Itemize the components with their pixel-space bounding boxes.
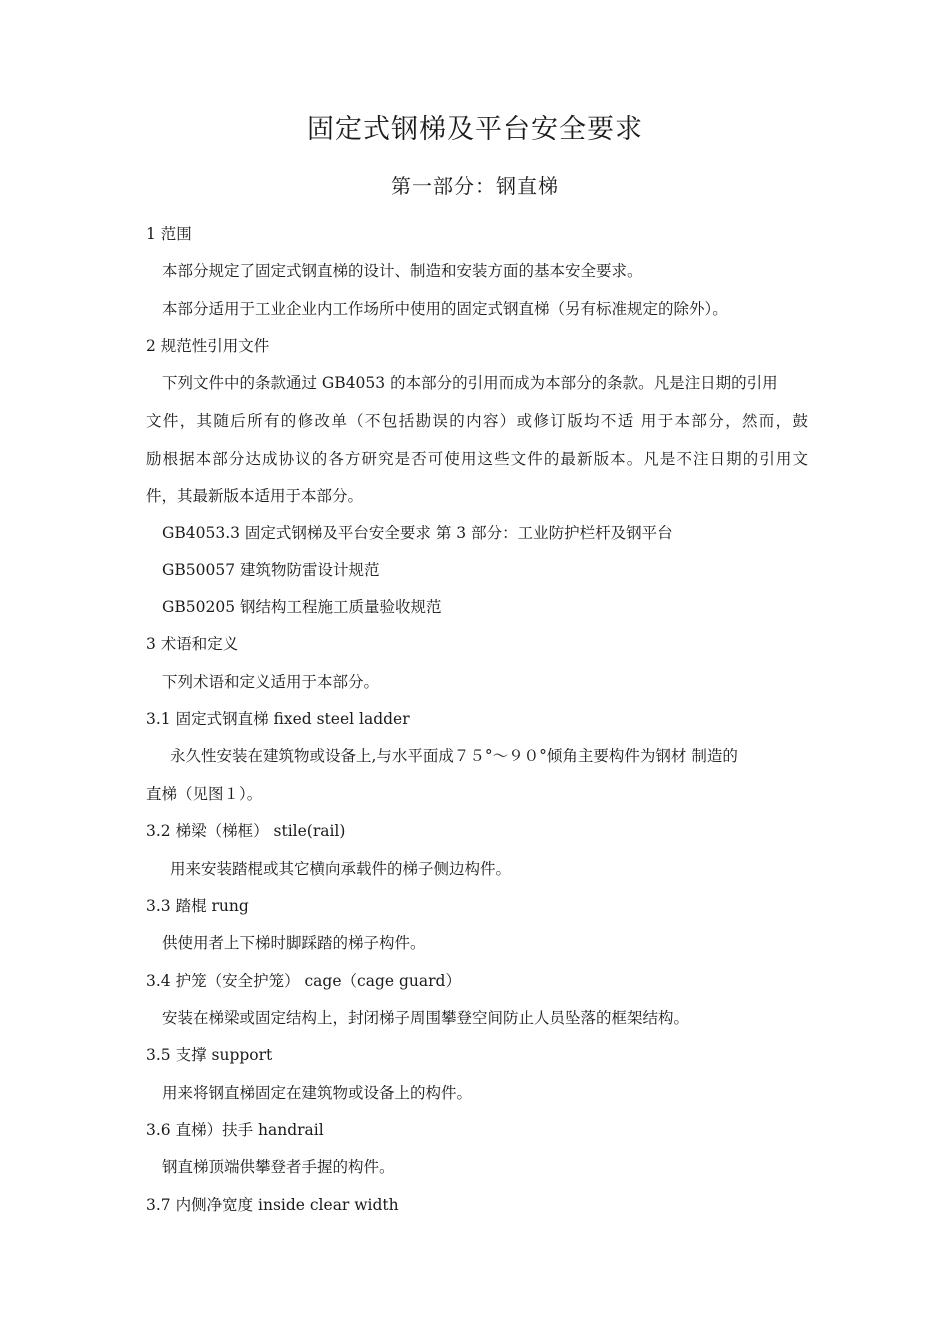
paragraph-line: 供使用者上下梯时脚踩踏的梯子构件。 — [162, 934, 426, 952]
paragraph-line: 本部分规定了固定式钢直梯的设计、制造和安装方面的基本安全要求。 — [162, 262, 643, 280]
paragraph-line: 文件，其随后所有的修改单（不包括勘误的内容）或修订版均不适 用于本部分，然而，鼓 — [146, 412, 808, 430]
paragraph-line: 件，其最新版本适用于本部分。 — [146, 487, 364, 505]
section-heading-terms: 3 术语和定义 — [146, 635, 239, 653]
section-heading-references: 2 规范性引用文件 — [146, 337, 270, 355]
term-heading: 3.2 梯梁（梯框） stile(rail) — [146, 822, 346, 840]
paragraph-line: 永久性安装在建筑物或设备上,与水平面成７５°～９０°倾角主要构件为钢材 制造的 — [170, 747, 738, 765]
term-heading: 3.3 踏棍 rung — [146, 897, 249, 915]
paragraph-line: 本部分适用于工业企业内工作场所中使用的固定式钢直梯（另有标准规定的除外）。 — [162, 300, 728, 318]
term-heading: 3.1 固定式钢直梯 fixed steel ladder — [146, 710, 410, 728]
paragraph-line: 用来安装踏棍或其它横向承载件的梯子侧边构件。 — [170, 860, 512, 878]
section-heading-scope: 1 范围 — [146, 225, 192, 243]
paragraph-line: 直梯（见图１）。 — [146, 785, 263, 803]
paragraph-line: 下列术语和定义适用于本部分。 — [162, 673, 380, 691]
reference-item: GB50057 建筑物防雷设计规范 — [162, 561, 380, 579]
paragraph-line: 用来将钢直梯固定在建筑物或设备上的构件。 — [162, 1084, 473, 1102]
paragraph-line: 安装在梯梁或固定结构上，封闭梯子周围攀登空间防止人员坠落的框架结构。 — [162, 1009, 690, 1027]
document-subtitle: 第一部分：钢直梯 — [391, 174, 559, 198]
reference-item: GB4053.3 固定式钢梯及平台安全要求 第 3 部分：工业防护栏杆及钢平台 — [162, 524, 673, 542]
paragraph-line: 励根据本部分达成协议的各方研究是否可使用这些文件的最新版本。凡是不注日期的引用文 — [146, 450, 808, 468]
term-heading: 3.4 护笼（安全护笼） cage（cage guard） — [146, 972, 461, 990]
paragraph-line: 钢直梯顶端供攀登者手握的构件。 — [162, 1158, 395, 1176]
paragraph-line: 下列文件中的条款通过 GB4053 的本部分的引用而成为本部分的条款。凡是注日期的引用 — [162, 374, 778, 392]
document-title: 固定式钢梯及平台安全要求 — [307, 114, 643, 145]
term-heading: 3.5 支撑 support — [146, 1046, 273, 1064]
term-heading: 3.7 内侧净宽度 inside clear width — [146, 1196, 399, 1214]
term-heading: 3.6 直梯）扶手 handrail — [146, 1121, 324, 1139]
reference-item: GB50205 钢结构工程施工质量验收规范 — [162, 598, 442, 616]
